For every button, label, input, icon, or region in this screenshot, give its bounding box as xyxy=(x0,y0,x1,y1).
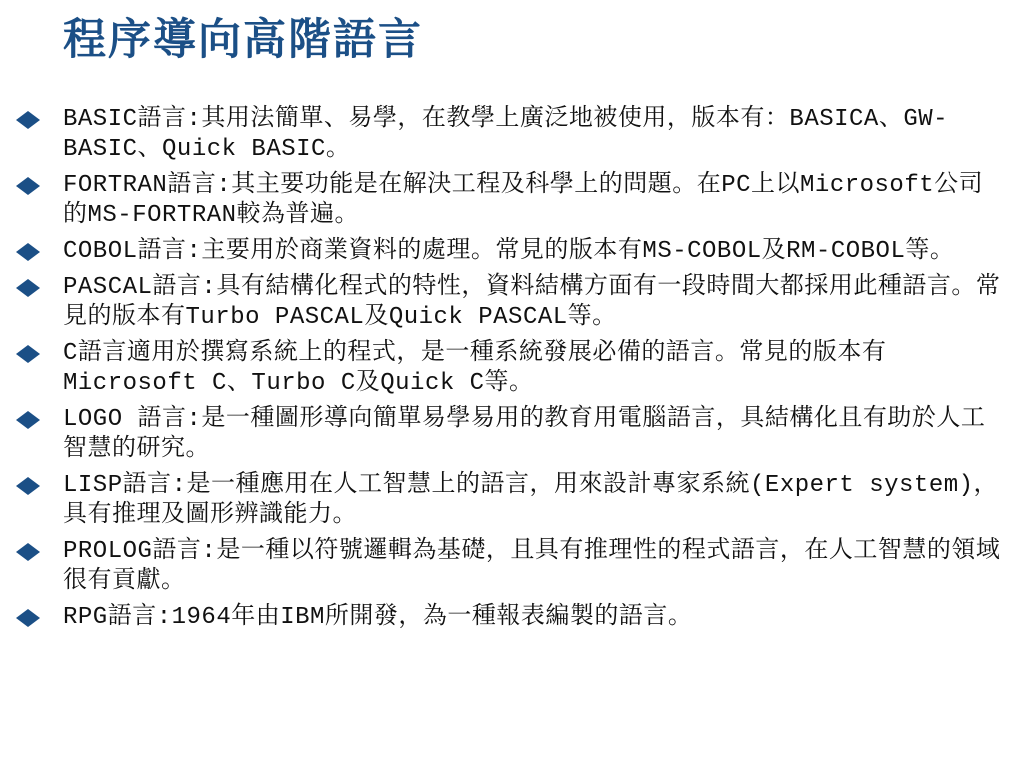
bullet-list xyxy=(16,105,1006,639)
bullet-item xyxy=(16,273,1006,333)
bullet-text: COBOL語言:主要用於商業資料的處理。常見的版本有MS-COBOL及RM-COBOL等。 xyxy=(63,238,955,265)
bullet-text: PROLOG語言:是一種以符號邏輯為基礎，且具有推理性的程式語言，在人工智慧的領域很有貢獻。 xyxy=(63,538,1001,595)
bullet-text: LOGO 語言:是一種圖形導向簡單易學易用的教育用電腦語言，具結構化且有助於人工智慧的研究。 xyxy=(63,406,986,463)
diamond-bullet-icon xyxy=(16,477,40,495)
bullet-text: RPG語言:1964年由IBM所開發，為一種報表編製的語言。 xyxy=(63,604,693,631)
bullet-item xyxy=(16,105,1006,165)
bullet-text: C語言適用於撰寫系統上的程式，是一種系統發展必備的語言。常見的版本有Microsoft C、Turbo C及Quick C等。 xyxy=(63,340,887,397)
diamond-bullet-icon xyxy=(16,345,40,363)
diamond-bullet-icon xyxy=(16,279,40,297)
diamond-bullet-icon xyxy=(16,243,40,261)
diamond-bullet-icon xyxy=(16,111,40,129)
bullet-item xyxy=(16,603,1006,633)
diamond-bullet-icon xyxy=(16,543,40,561)
bullet-text: FORTRAN語言:其主要功能是在解決工程及科學上的問題。在PC上以Microsoft公司的MS-FORTRAN較為普遍。 xyxy=(63,172,984,229)
diamond-bullet-icon xyxy=(16,177,40,195)
bullet-item xyxy=(16,471,1006,531)
diamond-bullet-icon xyxy=(16,411,40,429)
bullet-item xyxy=(16,339,1006,399)
bullet-text: PASCAL語言:具有結構化程式的特性，資料結構方面有一段時間大都採用此種語言。常見的版本有Turbo PASCAL及Quick PASCAL等。 xyxy=(63,274,1001,331)
bullet-item xyxy=(16,237,1006,267)
bullet-item xyxy=(16,405,1006,465)
bullet-text: BASIC語言:其用法簡單、易學，在教學上廣泛地被使用，版本有：BASICA、GW-BASIC、Quick BASIC。 xyxy=(63,106,949,163)
diamond-bullet-icon xyxy=(16,609,40,627)
bullet-item xyxy=(16,171,1006,231)
bullet-text: LISP語言:是一種應用在人工智慧上的語言，用來設計專家系統(Expert system)，具有推理及圖形辨識能力。 xyxy=(63,472,999,529)
slide-title: 程序導向高階語言 xyxy=(63,15,423,65)
bullet-item xyxy=(16,537,1006,597)
